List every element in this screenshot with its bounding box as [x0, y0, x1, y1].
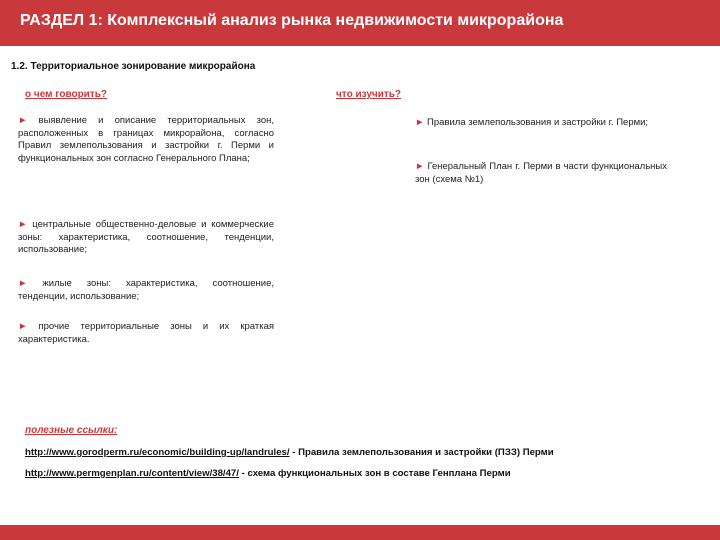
- genplan-link[interactable]: http://www.permgenplan.ru/content/view/38/47/: [25, 468, 239, 479]
- header-bar: [0, 0, 720, 46]
- triangle-bullet-icon: ►: [18, 219, 28, 230]
- left-item-other-zones: [18, 321, 274, 346]
- right-item-general-plan: [415, 161, 667, 186]
- left-item-text: прочие территориальные зоны и их краткая характеристика.: [18, 321, 274, 345]
- section-subtitle: 1.2. Территориальное зонирование микрорайона: [11, 61, 256, 72]
- useful-link-row: [25, 447, 554, 458]
- link-description: - схема функциональных зон в составе Генплана Перми: [238, 468, 511, 479]
- useful-link-row: [25, 468, 511, 479]
- left-item-text: выявление и описание территориальных зон, расположенных в границах микрорайона, согласно Правил землепользования и застройки г. Перми и функциональных зон согласно Генерального Плана;: [18, 115, 274, 164]
- left-item-residential-zones: [18, 278, 274, 303]
- right-item-land-rules: [415, 117, 667, 130]
- land-rules-link[interactable]: http://www.gorodperm.ru/economic/building-up/landrules/: [25, 447, 290, 458]
- left-item-business-zones: [18, 219, 274, 257]
- triangle-bullet-icon: ►: [18, 278, 28, 289]
- left-column-heading: о чем говорить?: [25, 89, 107, 100]
- triangle-bullet-icon: ►: [18, 115, 28, 126]
- right-column-heading: что изучить?: [336, 89, 401, 100]
- right-item-text: Правила землепользования и застройки г. Перми;: [427, 117, 649, 128]
- triangle-bullet-icon: ►: [18, 321, 28, 332]
- useful-links-heading: полезные ссылки:: [25, 425, 118, 436]
- link-description: - Правила землепользования и застройки (ПЗЗ) Перми: [289, 447, 554, 458]
- triangle-bullet-icon: ►: [415, 117, 425, 128]
- left-item-text: центральные общественно-деловые и коммерческие зоны: характеристика, соотношение, тенденции, использование;: [18, 219, 274, 256]
- footer-bar: [0, 525, 720, 540]
- right-item-text: Генеральный План г. Перми в части функциональных зон (схема №1): [415, 161, 667, 185]
- left-item-text: жилые зоны: характеристика, соотношение, тенденции, использование;: [18, 278, 274, 302]
- left-item-zones-description: [18, 115, 274, 165]
- page-title: РАЗДЕЛ 1: Комплексный анализ рынка недвижимости микрорайона: [20, 12, 564, 29]
- triangle-bullet-icon: ►: [415, 161, 425, 172]
